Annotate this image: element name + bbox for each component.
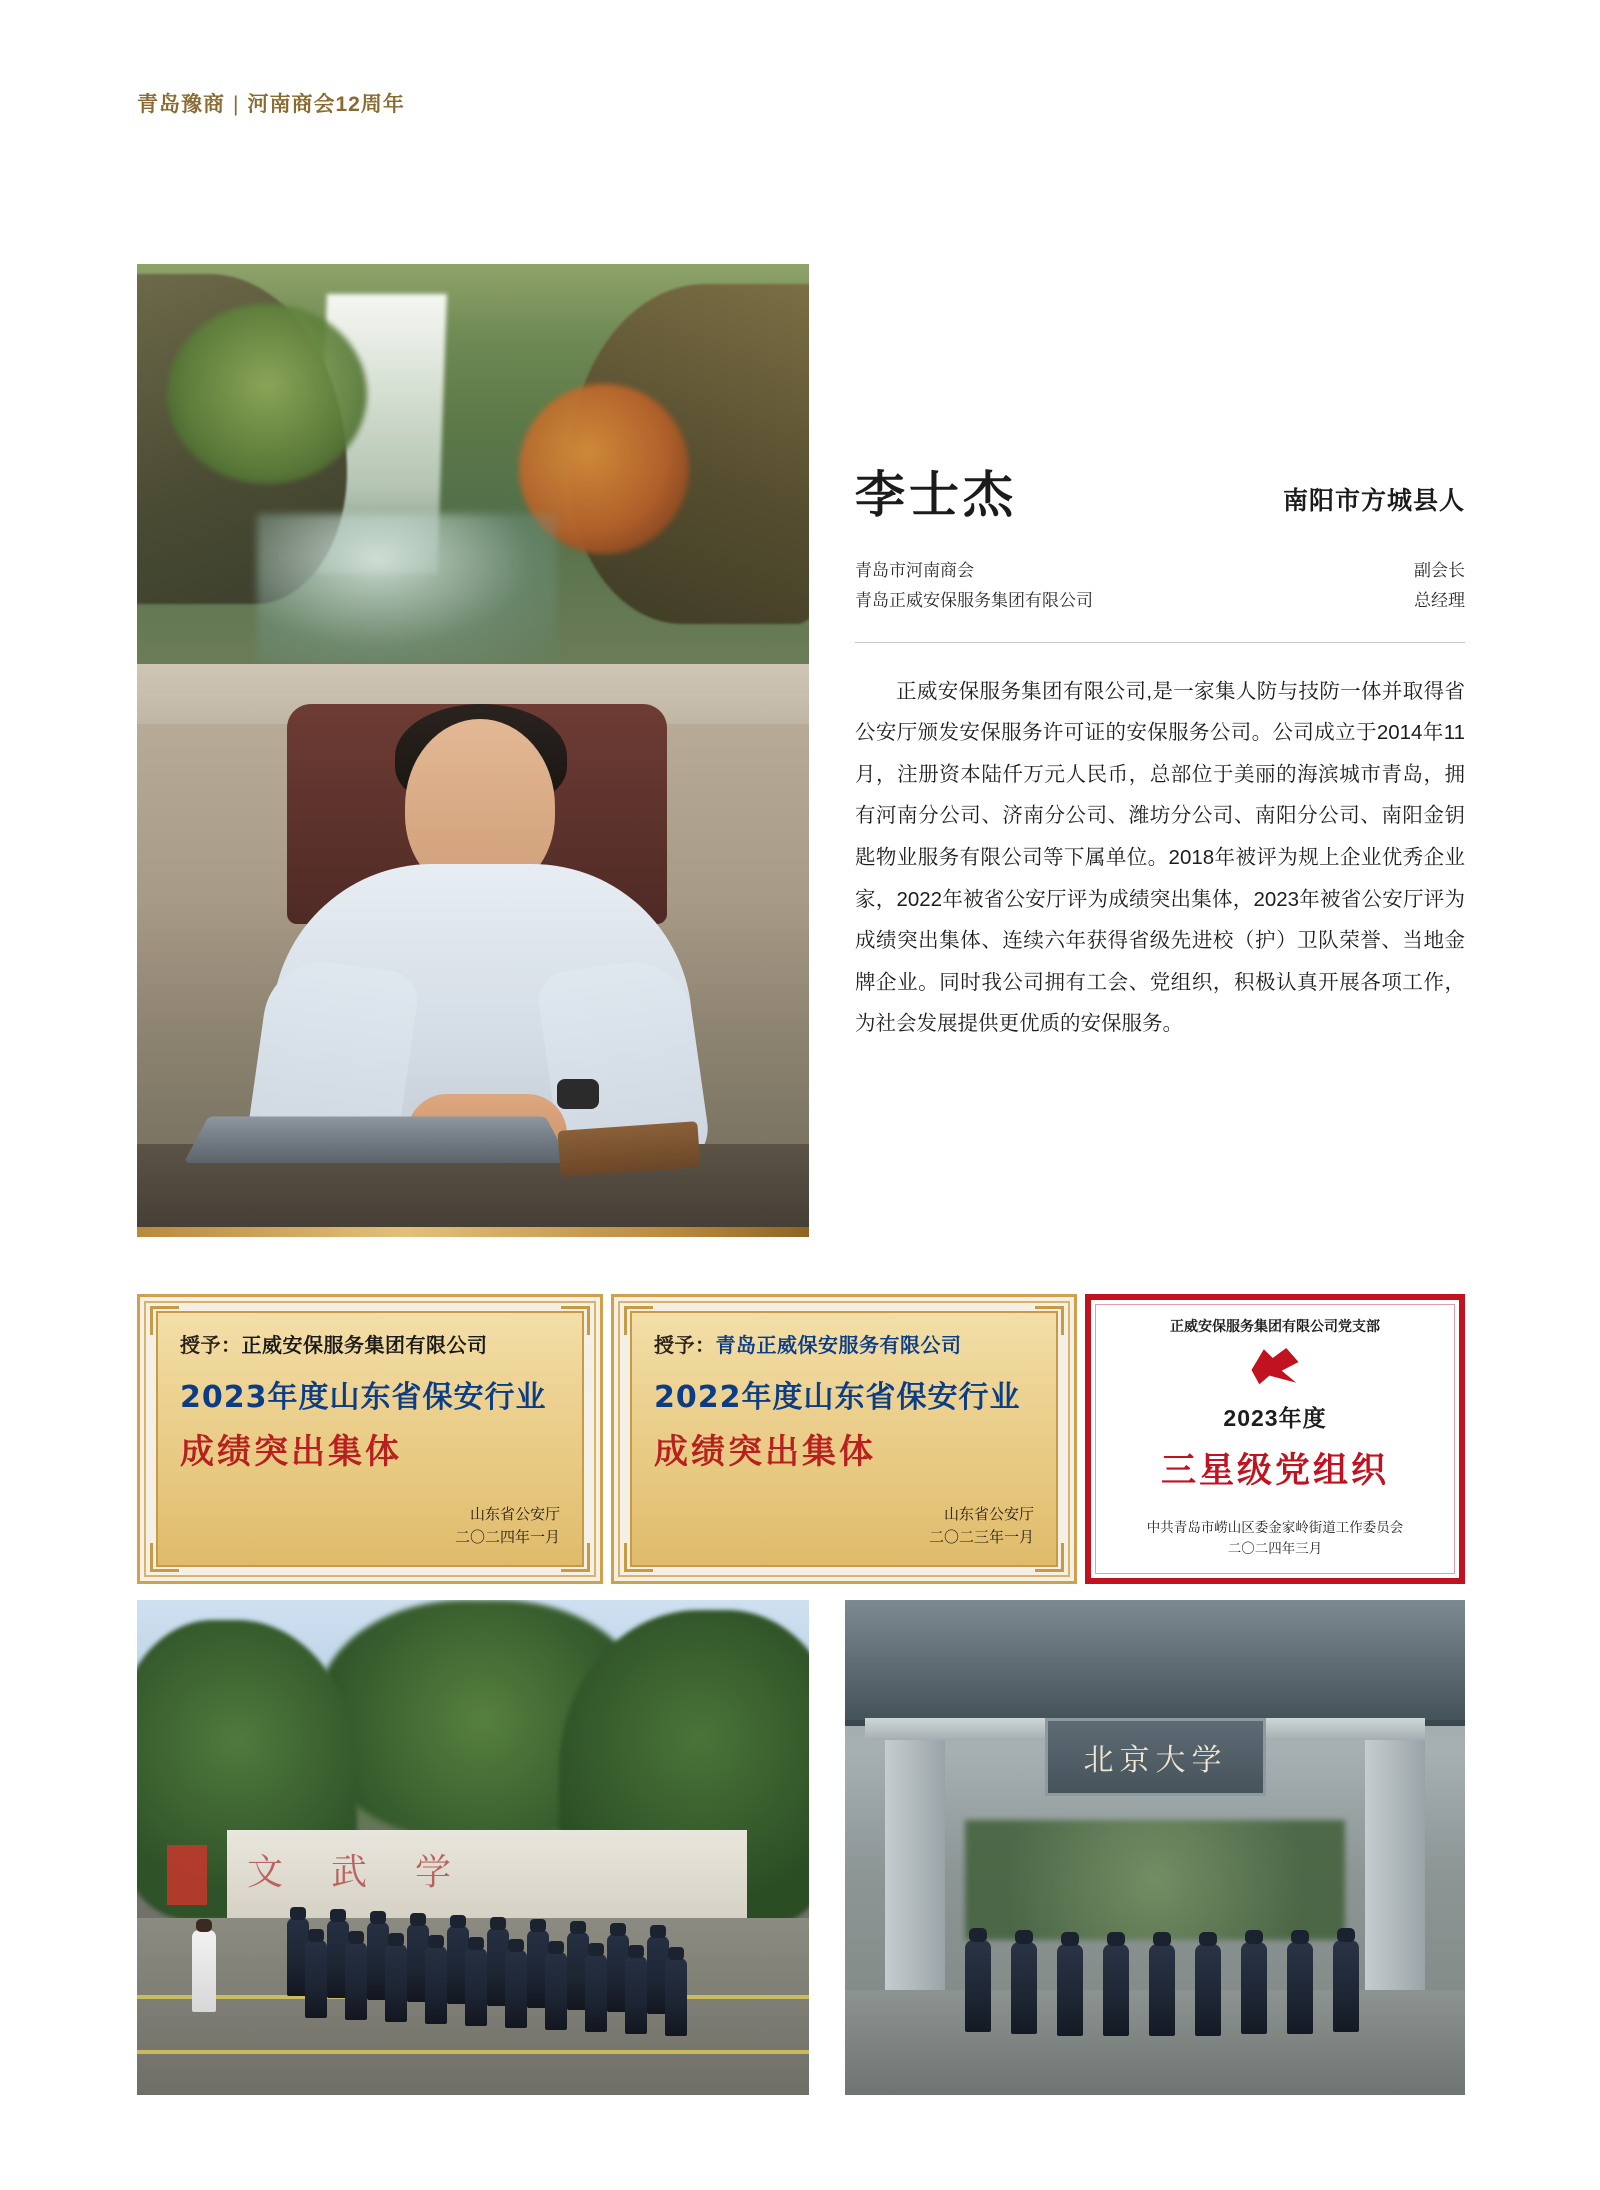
profile-block [855, 467, 1465, 1045]
certificate-issuer: 山东省公安厅 [469, 1506, 560, 1523]
certificate-2023-gold [137, 1294, 603, 1584]
certificate-line1: 2022年度山东省保安行业 [654, 1380, 1021, 1415]
party-emblem-icon [1243, 1344, 1307, 1388]
portrait-scene [137, 264, 809, 1227]
certificate-party-organization [1085, 1294, 1465, 1584]
role-row [855, 556, 1465, 586]
gate-roof [845, 1600, 1465, 1726]
header-left-label: 青岛豫商 [137, 93, 225, 116]
certificate-org: 正威安保服务集团有限公司党支部 [1170, 1318, 1380, 1334]
photo-university-gate [845, 1600, 1465, 2095]
certificate-issuer-block [654, 1504, 1034, 1549]
person-origin: 南阳市方城县人 [1282, 487, 1465, 515]
certificate-issuer: 山东省公安厅 [943, 1506, 1034, 1523]
certificate-line2: 成绩突出集体 [654, 1432, 876, 1472]
certificate-issuer-block [180, 1504, 560, 1549]
certificate-inner [630, 1311, 1058, 1567]
portrait-photo [137, 264, 809, 1227]
header-right-label: 河南商会12周年 [247, 93, 405, 116]
certificate-date: 二〇二三年一月 [928, 1528, 1034, 1546]
portrait-gold-bar [137, 1227, 809, 1237]
photo-security-formation [137, 1600, 809, 2095]
award-company: 正威安保服务集团有限公司 [241, 1335, 488, 1357]
certificate-line2: 成绩突出集体 [180, 1432, 402, 1472]
gate-sign: 北京大学 [1045, 1718, 1266, 1796]
footer-space [0, 2150, 1600, 2151]
painting-tree-green [167, 304, 367, 484]
hammer-sickle-icon [1247, 1346, 1303, 1386]
photo-guard-squad [287, 1900, 717, 2040]
role-title: 总经理 [1414, 590, 1465, 610]
certificate-issuer: 中共青岛市崂山区委金家岭街道工作委员会 [1146, 1519, 1404, 1535]
ground-line [137, 2050, 809, 2054]
award-label: 授予： [654, 1335, 716, 1357]
role-row [855, 586, 1465, 616]
profile-description: 正威安保服务集团有限公司,是一家集人防与技防一体并取得省公安厅颁发安保服务许可证的安保服务公司。公司成立于2014年11月，注册资本陆仟万元人民币，总部位于美丽的海滨城市青岛，拥有河南分公司、济南分公司、潍坊分公司、南阳分公司、南阳金钥匙物业服务有限公司等下属单位。2018年被评为规上企业优秀企业家，2022年被省公安厅评为成绩突出集体，2023年被省公安厅评为成绩突出集体、连续六年获得省级先进校（护）卫队荣誉、当地金牌企业。同时我公司拥有工会、党组织，积极认真开展各项工作，为社会发展提供更优质的安保服务。 [855, 679, 1465, 1036]
role-org: 青岛市河南商会 [855, 561, 974, 580]
award-company: 青岛正威保安服务有限公司 [715, 1335, 962, 1357]
banner-calligraphy: 文武学 [247, 1852, 500, 1893]
certificate-date: 二〇二四年三月 [1227, 1541, 1323, 1557]
certificate-2022-gold [611, 1294, 1077, 1584]
laptop [184, 1116, 571, 1163]
profile-heading [855, 467, 1465, 523]
certificate-line1: 2023年度山东省保安行业 [180, 1380, 547, 1415]
certificate-inner [156, 1311, 584, 1567]
photo-red-flag [167, 1845, 207, 1905]
divider [855, 642, 1465, 643]
wall-painting [137, 264, 809, 664]
role-org: 青岛正威安保服务集团有限公司 [855, 590, 1093, 610]
role-title: 副会长 [1414, 561, 1465, 580]
profile-roles [855, 556, 1465, 616]
header-separator: | [233, 93, 240, 116]
painting-tree-autumn [519, 384, 689, 554]
certificate-date: 二〇二四年一月 [454, 1528, 560, 1546]
notebook [558, 1121, 701, 1177]
wrist-watch [557, 1079, 599, 1109]
gate-guard-row [965, 1900, 1365, 2030]
award-label: 授予： [180, 1335, 242, 1357]
person-name: 李士杰 [855, 467, 1017, 523]
certificate-title: 三星级党组织 [1160, 1451, 1389, 1491]
certificate-award-line [654, 1329, 1034, 1358]
certificate-issuer-block [1147, 1517, 1404, 1566]
certificate-year: 2023年度 [1223, 1405, 1327, 1431]
certificate-award-line [180, 1329, 560, 1358]
page-header [137, 88, 405, 118]
photo-person-white-shirt [192, 1930, 216, 2012]
